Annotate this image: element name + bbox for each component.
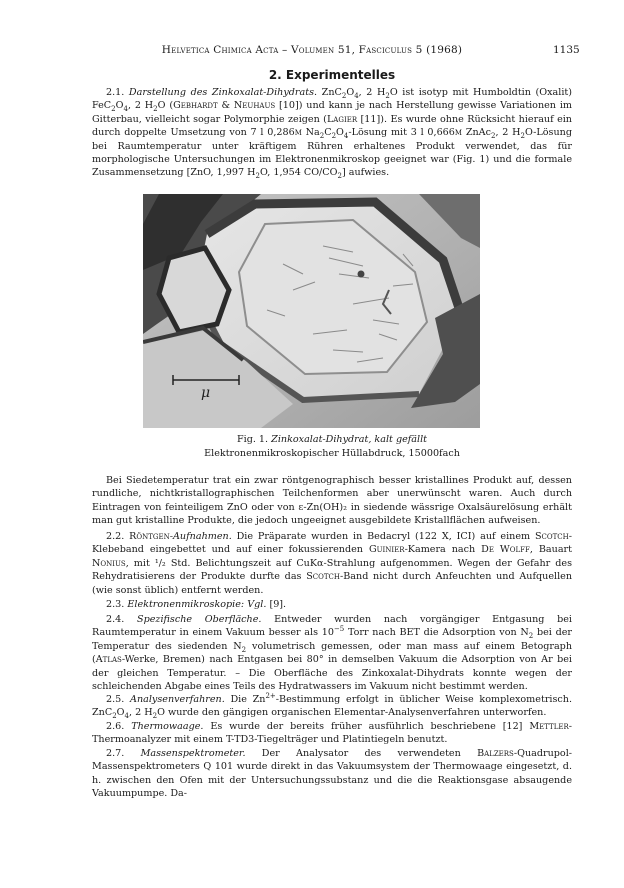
text-run: -Band nicht durch Anfeuchten und Aufquellen (wie sonst üblich) entfernt werden.: [92, 571, 572, 596]
para-number: 2.4.: [106, 614, 125, 625]
text-run: O (: [157, 100, 174, 112]
text-run: O ist isotyp mit Humboldtin (Oxalit) FeC: [92, 87, 572, 112]
para-title: Elektronenmikroskopie: Vgl.: [127, 599, 267, 610]
figure-caption: [92, 433, 572, 447]
electron-micrograph-figure: [143, 194, 480, 428]
brand-name: Nonius: [92, 557, 126, 569]
paragraph-2-4: [92, 613, 572, 693]
para-title: Analysenverfahren.: [130, 694, 225, 705]
text-run: Es wurde der bereits früher ausführlich beschriebene [12]: [203, 721, 530, 732]
text-run: O: [116, 707, 125, 719]
text-run: , 2 H: [495, 127, 521, 139]
author-citation: Lagier: [326, 113, 358, 125]
figure-caption-line-2: Elektronenmikroskopischer Hüllabdruck, 15000fach: [204, 448, 460, 459]
para-number: 2.3.: [106, 599, 125, 610]
paragraph-siedetemperatur: Bei Siedetemperatur trat ein zwar röntgenographisch besser kristallines Produkt auf, dessen rundliche, nichtkristallographischen Teilchenformen aber unerwünscht waren. Auch durch Eintragen von feinteiligem ZnO oder von ε-Zn(OH)₂ in siedende wässrige Oxalsäurelösung erhält man gut kristalline Produkte, die jedoch ungeeignet ausgebildete Kristallflächen aufweisen.: [92, 475, 572, 527]
brand-name: Mettler: [529, 721, 569, 732]
paragraph-2-2: [92, 530, 572, 597]
text-run: Entweder wurden nach vorgängiger Entgasung bei Raumtemperatur in einem Vakuum besser als 10: [92, 614, 572, 639]
subscript: 2: [385, 91, 390, 100]
text-run: -Quadrupol-Massenspektrometers Q 101 wurde direkt in das Vakuumsystem der Thermowaage eingesetzt, d. h. zwischen den Ofen mit der Untersuchungssubstanz und die die Reaktionsgase absaugende Vakuumpumpe. Da-: [92, 748, 572, 800]
text-run: Na: [301, 127, 320, 139]
molar-unit: m: [454, 127, 463, 139]
section-title: 2. Experimentelles: [268, 68, 396, 82]
brand-name: Atlas: [95, 654, 122, 666]
subscript: 2: [528, 632, 534, 641]
subscript: 2: [255, 172, 260, 181]
para-title: Massenspektrometer.: [140, 748, 246, 759]
text-run: O: [346, 87, 355, 98]
subscript: 2: [319, 132, 325, 141]
page-number: 1135: [553, 44, 580, 56]
paragraph-2-5: [92, 693, 572, 720]
para-number: 2.6.: [106, 721, 125, 732]
text-run: , Bauart: [529, 544, 572, 556]
para-number: 2.5.: [106, 694, 125, 705]
text-run: O wurde den gängigen organischen Elementar-Analysenverfahren unterworfen.: [157, 707, 547, 719]
text-run: -Kamera nach: [404, 544, 482, 556]
subscript: 2: [337, 172, 342, 181]
text-run: O: [336, 127, 344, 139]
subscript: 4: [124, 712, 129, 721]
subscript: 2: [112, 712, 117, 721]
subscript: 2: [341, 91, 347, 100]
text-run: O: [115, 100, 124, 112]
text-run: [9].: [266, 599, 287, 610]
para-title: Thermowaage.: [131, 721, 204, 732]
text-run: -Werke, Bremen) nach Entgasen bei 80° in demselben Vakuum die Adsorption von Ar bei der gleichen Temperatur. – Die Oberfläche des Zinkoxalat-Dihydrats konnte wegen der schleichenden Abgabe eines Teils des Hydratwassers im Vakuum nicht bestimmt werden.: [92, 654, 572, 693]
text-run: ZnC: [321, 87, 342, 98]
paragraph-2-3: [92, 598, 572, 611]
text-run: -Bestimmung erfolgt in üblicher Weise komplexometrisch. ZnC: [92, 694, 572, 719]
superscript: 2+: [265, 691, 276, 700]
subscript: 2: [111, 105, 116, 114]
running-head: [92, 44, 532, 56]
paragraph-2-6: [92, 720, 572, 747]
text-run: , 2 H: [127, 100, 154, 112]
brand-name: Scotch: [534, 531, 569, 542]
subscript: 2: [490, 132, 496, 141]
subscript: 2: [241, 645, 247, 654]
subscript: 2: [152, 712, 158, 721]
para-number: 2.2.: [106, 531, 125, 542]
text-run: [10]) und kann je nach Herstellung gewisse Variationen im Gitterbau, vielleicht sogar Polymorphie zeigen (: [92, 100, 572, 125]
subscript: 2: [153, 105, 158, 114]
text-run: O-Lösung bei Raumtemperatur unter kräftigem Rühren erhaltenes Produkt verwendet, das für morphologische Untersuchungen im Elektronenmikroskop geeignet war (Fig. 1) und die formale Zusammensetzung [ZnO, 1,997 H: [92, 127, 572, 179]
subscript: 2: [520, 132, 525, 141]
subscript: 4: [354, 91, 359, 100]
text-run: Der Analysator des verwendeten: [245, 748, 478, 759]
text-run: Torr nach BET die Adsorption von N: [344, 627, 529, 639]
para-title: Spezifische Oberfläche.: [137, 614, 262, 625]
text-run: ZnAc: [462, 127, 491, 139]
journal-citation: Helvetica Chimica Acta – Volumen 51, Fasciculus 5 (1968): [161, 44, 463, 56]
text-run: , 2 H: [129, 707, 153, 719]
subscript: 2: [331, 132, 337, 141]
text-run: , mit ¹/₂ Std. Belichtungszeit auf CuKα-Strahlung aufgenommen. Wegen der Gefahr des Rehydratisierens der Produkte durfte das: [92, 557, 572, 583]
author-citation: Röntgen: [129, 531, 170, 542]
micrograph-image: [143, 194, 480, 428]
para-title: -Aufnahmen.: [169, 531, 232, 542]
author-citation: Guinier: [368, 544, 405, 556]
subscript: 4: [343, 132, 349, 141]
molar-unit: m: [294, 127, 302, 139]
text-run: -Klebeband eingebettet und auf einer fokussierenden: [92, 531, 572, 556]
text-run: volumetrisch gemessen, oder man mass auf einem Betograph (: [92, 640, 572, 666]
superscript: −5: [333, 625, 345, 634]
caption-number: Fig. 1.: [236, 434, 269, 445]
crystal-defect: [358, 271, 365, 278]
scale-bar-label: μ: [201, 385, 211, 401]
brand-name: Balzers: [477, 748, 514, 759]
caption-title: Zinkoxalat-Dihydrat, kalt gefällt: [271, 434, 428, 445]
text-run: C: [324, 127, 332, 139]
text-run: O, 1,954 CO/CO: [259, 167, 338, 179]
text-run: -Thermoanalyzer mit einem T-TD3-Tiegelträger und Platintiegeln benutzt.: [92, 721, 572, 746]
paragraph-2-1: [92, 86, 572, 180]
para-title: Darstellung des Zinkoxalat-Dihydrats.: [128, 87, 318, 98]
text-run: Die Präparate wurden in Bedacryl (122 X, ICI) auf einem: [231, 531, 535, 542]
text-run: Die Zn: [224, 694, 266, 705]
para-number: 2.7.: [106, 748, 125, 759]
brand-name: Scotch: [306, 571, 340, 583]
text-run: [11]). Es wurde ohne Rücksicht hierauf ein durch doppelte Umsetzung von 7 l 0,286: [92, 113, 572, 139]
text-run: , 2 H: [358, 87, 386, 98]
author-citation: De Wolff: [481, 544, 530, 556]
paragraph-2-7: [92, 747, 572, 801]
text-run: -Lösung mit 3 l 0,666: [348, 127, 455, 139]
author-citation: Gebhardt & Neuhaus: [173, 100, 276, 112]
subscript: 4: [123, 105, 128, 114]
para-number: 2.1.: [106, 87, 125, 98]
text-run: ] aufwies.: [341, 167, 390, 179]
text-run: bei der Temperatur des siedenden N: [92, 627, 572, 652]
